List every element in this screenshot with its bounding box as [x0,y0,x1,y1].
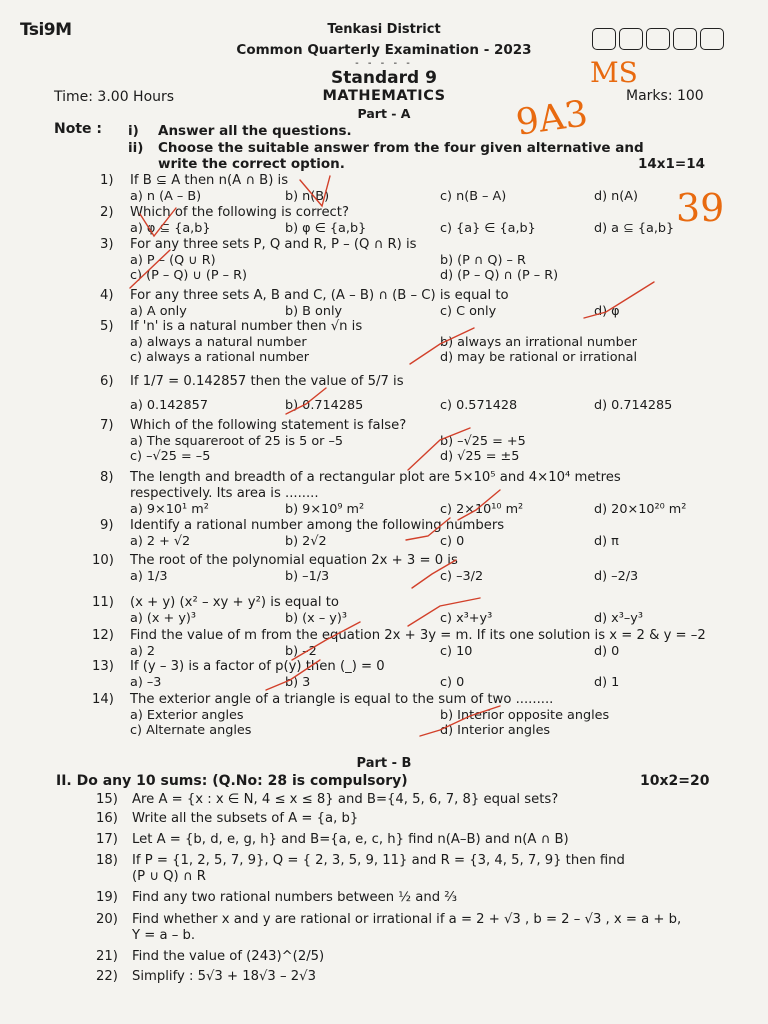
answer-option: c) –√25 = –5 [130,449,211,464]
answer-option: a) 2 + √2 [130,534,191,549]
question-text: The length and breadth of a rectangular plot are 5×10⁵ and 4×10⁴ metres [130,470,621,485]
answer-option: b) Interior opposite angles [440,708,610,723]
answer-option: b) B only [285,304,343,319]
question-text: For any three sets P, Q and R, P – (Q ∩ R) is [130,237,417,252]
question-text: Simplify : 5√3 + 18√3 – 2√3 [132,969,316,984]
answer-option: d) –2/3 [594,569,639,584]
answer-option: d) n(A) [594,189,639,204]
title-divider: - - - - - [355,58,413,69]
question-number: 3) [100,237,114,252]
answer-option: a) always a natural number [130,335,307,350]
answer-option: d) 0 [594,644,620,659]
answer-option: c) 10 [440,644,473,659]
handwritten-tag: MS [590,56,638,89]
note-label: Note : [54,121,102,137]
question-text: The exterior angle of a triangle is equal to the sum of two ......... [130,692,554,707]
answer-option: d) π [594,534,619,549]
answer-option: c) {a} ∈ {a,b} [440,221,536,236]
answer-option: a) n (A – B) [130,189,202,204]
question-text: Are A = {x : x ∈ N, 4 ≤ x ≤ 8} and B={4, 5, 6, 7, 8} equal sets? [132,792,559,807]
question-number: 17) [96,832,118,847]
question-text-continued: Y = a – b. [132,928,196,943]
question-text-continued: respectively. Its area is ........ [130,486,319,501]
question-text: Let A = {b, d, e, g, h} and B={a, e, c, h} find n(A–B) and n(A ∩ B) [132,832,569,847]
question-text: Which of the following is correct? [130,205,349,220]
standard-title: Standard 9 [331,68,437,88]
answer-option: d) x³–y³ [594,611,643,626]
question-text: If 1/7 = 0.142857 then the value of 5/7 is [130,374,404,389]
question-text: If B ⊆ A then n(A ∩ B) is [130,173,289,188]
answer-option: b) (x – y)³ [285,611,347,626]
note-ii-text-2: write the correct option. [158,156,345,172]
answer-option: a) –3 [130,675,162,690]
answer-option: a) 2 [130,644,156,659]
question-text: (x + y) (x² – xy + y²) is equal to [130,595,339,610]
answer-option: d) Interior angles [440,723,551,738]
answer-option: a) The squareroot of 25 is 5 or –5 [130,434,344,449]
answer-option: d) may be rational or irrational [440,350,638,365]
answer-option: c) 0 [440,534,465,549]
total-marks: Marks: 100 [626,88,704,104]
answer-option: b) –2 [285,644,317,659]
question-number: 10) [92,553,114,568]
question-text: Identify a rational number among the following numbers [130,518,505,533]
question-number: 8) [100,470,114,485]
answer-option: c) (P – Q) ∪ (P – R) [130,268,248,283]
answer-option: b) (P ∩ Q) – R [440,253,526,268]
answer-option: b) 3 [285,675,311,690]
question-number: 6) [100,374,114,389]
question-number: 16) [96,811,118,826]
question-text: Write all the subsets of A = {a, b} [132,811,359,826]
part-b-title: Part - B [356,756,412,771]
handwritten-score: 39 [676,186,725,230]
answer-option: a) 1/3 [130,569,168,584]
question-number: 19) [96,890,118,905]
answer-option: a) (x + y)³ [130,611,197,626]
handwritten-class: 9A3 [513,93,591,144]
question-number: 15) [96,792,118,807]
question-number: 20) [96,912,118,927]
question-text: The root of the polynomial equation 2x + 3 = 0 is [130,553,458,568]
question-text: If (y – 3) is a factor of p(y) then (_) = 0 [130,659,385,674]
question-text: For any three sets A, B and C, (A – B) ∩ (B – C) is equal to [130,288,509,303]
answer-option: d) a ⊆ {a,b} [594,221,675,236]
answer-option: a) φ ⊆ {a,b} [130,221,211,236]
exam-title: Common Quarterly Examination - 2023 [236,42,532,58]
question-number: 1) [100,173,114,188]
answer-option: d) φ [594,304,620,319]
answer-option: c) x³+y³ [440,611,493,626]
answer-option: b) 0.714285 [285,398,364,413]
answer-option: b) 9×10⁹ m² [285,502,365,517]
answer-option: d) (P – Q) ∩ (P – R) [440,268,559,283]
question-text: Find the value of m from the equation 2x + 3y = m. If its one solution is x = 2 & y = –2 [130,628,706,643]
question-number: 14) [92,692,114,707]
answer-option: b) –1/3 [285,569,330,584]
answer-option: c) 0.571428 [440,398,518,413]
answer-option: c) Alternate angles [130,723,252,738]
answer-option: a) 0.142857 [130,398,208,413]
question-text: If 'n' is a natural number then √n is [130,319,363,334]
part-a-title: Part - A [357,106,411,121]
question-number: 9) [100,518,114,533]
answer-option: b) n(B) [285,189,330,204]
answer-option: a) 9×10¹ m² [130,502,209,517]
district-title: Tenkasi District [327,22,441,37]
answer-option: d) 20×10²⁰ m² [594,502,687,517]
question-number: 5) [100,319,114,334]
question-number: 4) [100,288,114,303]
paper-code: Tsi9M [20,20,72,40]
answer-option: c) 2×10¹⁰ m² [440,502,524,517]
answer-option: a) A only [130,304,187,319]
answer-option: b) always an irrational number [440,335,637,350]
answer-option: b) –√25 = +5 [440,434,526,449]
answer-option: c) –3/2 [440,569,484,584]
answer-option: c) C only [440,304,497,319]
note-i-number: i) [128,123,139,139]
answer-option: d) 1 [594,675,620,690]
answer-option: d) √25 = ±5 [440,449,520,464]
answer-option: d) 0.714285 [594,398,673,413]
subject-title: MATHEMATICS [322,88,446,104]
question-text: If P = {1, 2, 5, 7, 9}, Q = { 2, 3, 5, 9, 11} and R = {3, 4, 5, 7, 9} then find [132,853,625,868]
question-number: 2) [100,205,114,220]
question-text-continued: (P ∪ Q) ∩ R [132,869,206,884]
answer-option: c) 0 [440,675,465,690]
question-text: Which of the following statement is false? [130,418,407,433]
question-text: Find any two rational numbers between ½ and ⅔ [132,890,458,905]
question-number: 21) [96,949,118,964]
note-i-text: Answer all the questions. [158,123,352,139]
question-number: 11) [92,595,114,610]
note-ii-number: ii) [128,140,144,156]
question-number: 13) [92,659,114,674]
part-a-marks: 14x1=14 [638,156,705,172]
answer-option: b) 2√2 [285,534,327,549]
question-number: 7) [100,418,114,433]
note-ii-text: Choose the suitable answer from the four given alternative and [158,140,644,156]
question-number: 22) [96,969,118,984]
part-b-instruction: II. Do any 10 sums: (Q.No: 28 is compulsory) [56,773,408,789]
answer-option: a) P – (Q ∪ R) [130,253,216,268]
exam-time: Time: 3.00 Hours [54,89,175,105]
answer-option: c) always a rational number [130,350,310,365]
part-b-marks: 10x2=20 [640,773,710,789]
question-number: 18) [96,853,118,868]
answer-option: b) φ ∈ {a,b} [285,221,367,236]
answer-option: c) n(B – A) [440,189,507,204]
answer-option: a) Exterior angles [130,708,244,723]
question-text: Find the value of (243)^(2/5) [132,949,325,964]
question-text: Find whether x and y are rational or irrational if a = 2 + √3 , b = 2 – √3 , x = a + b, [132,912,682,927]
question-number: 12) [92,628,114,643]
